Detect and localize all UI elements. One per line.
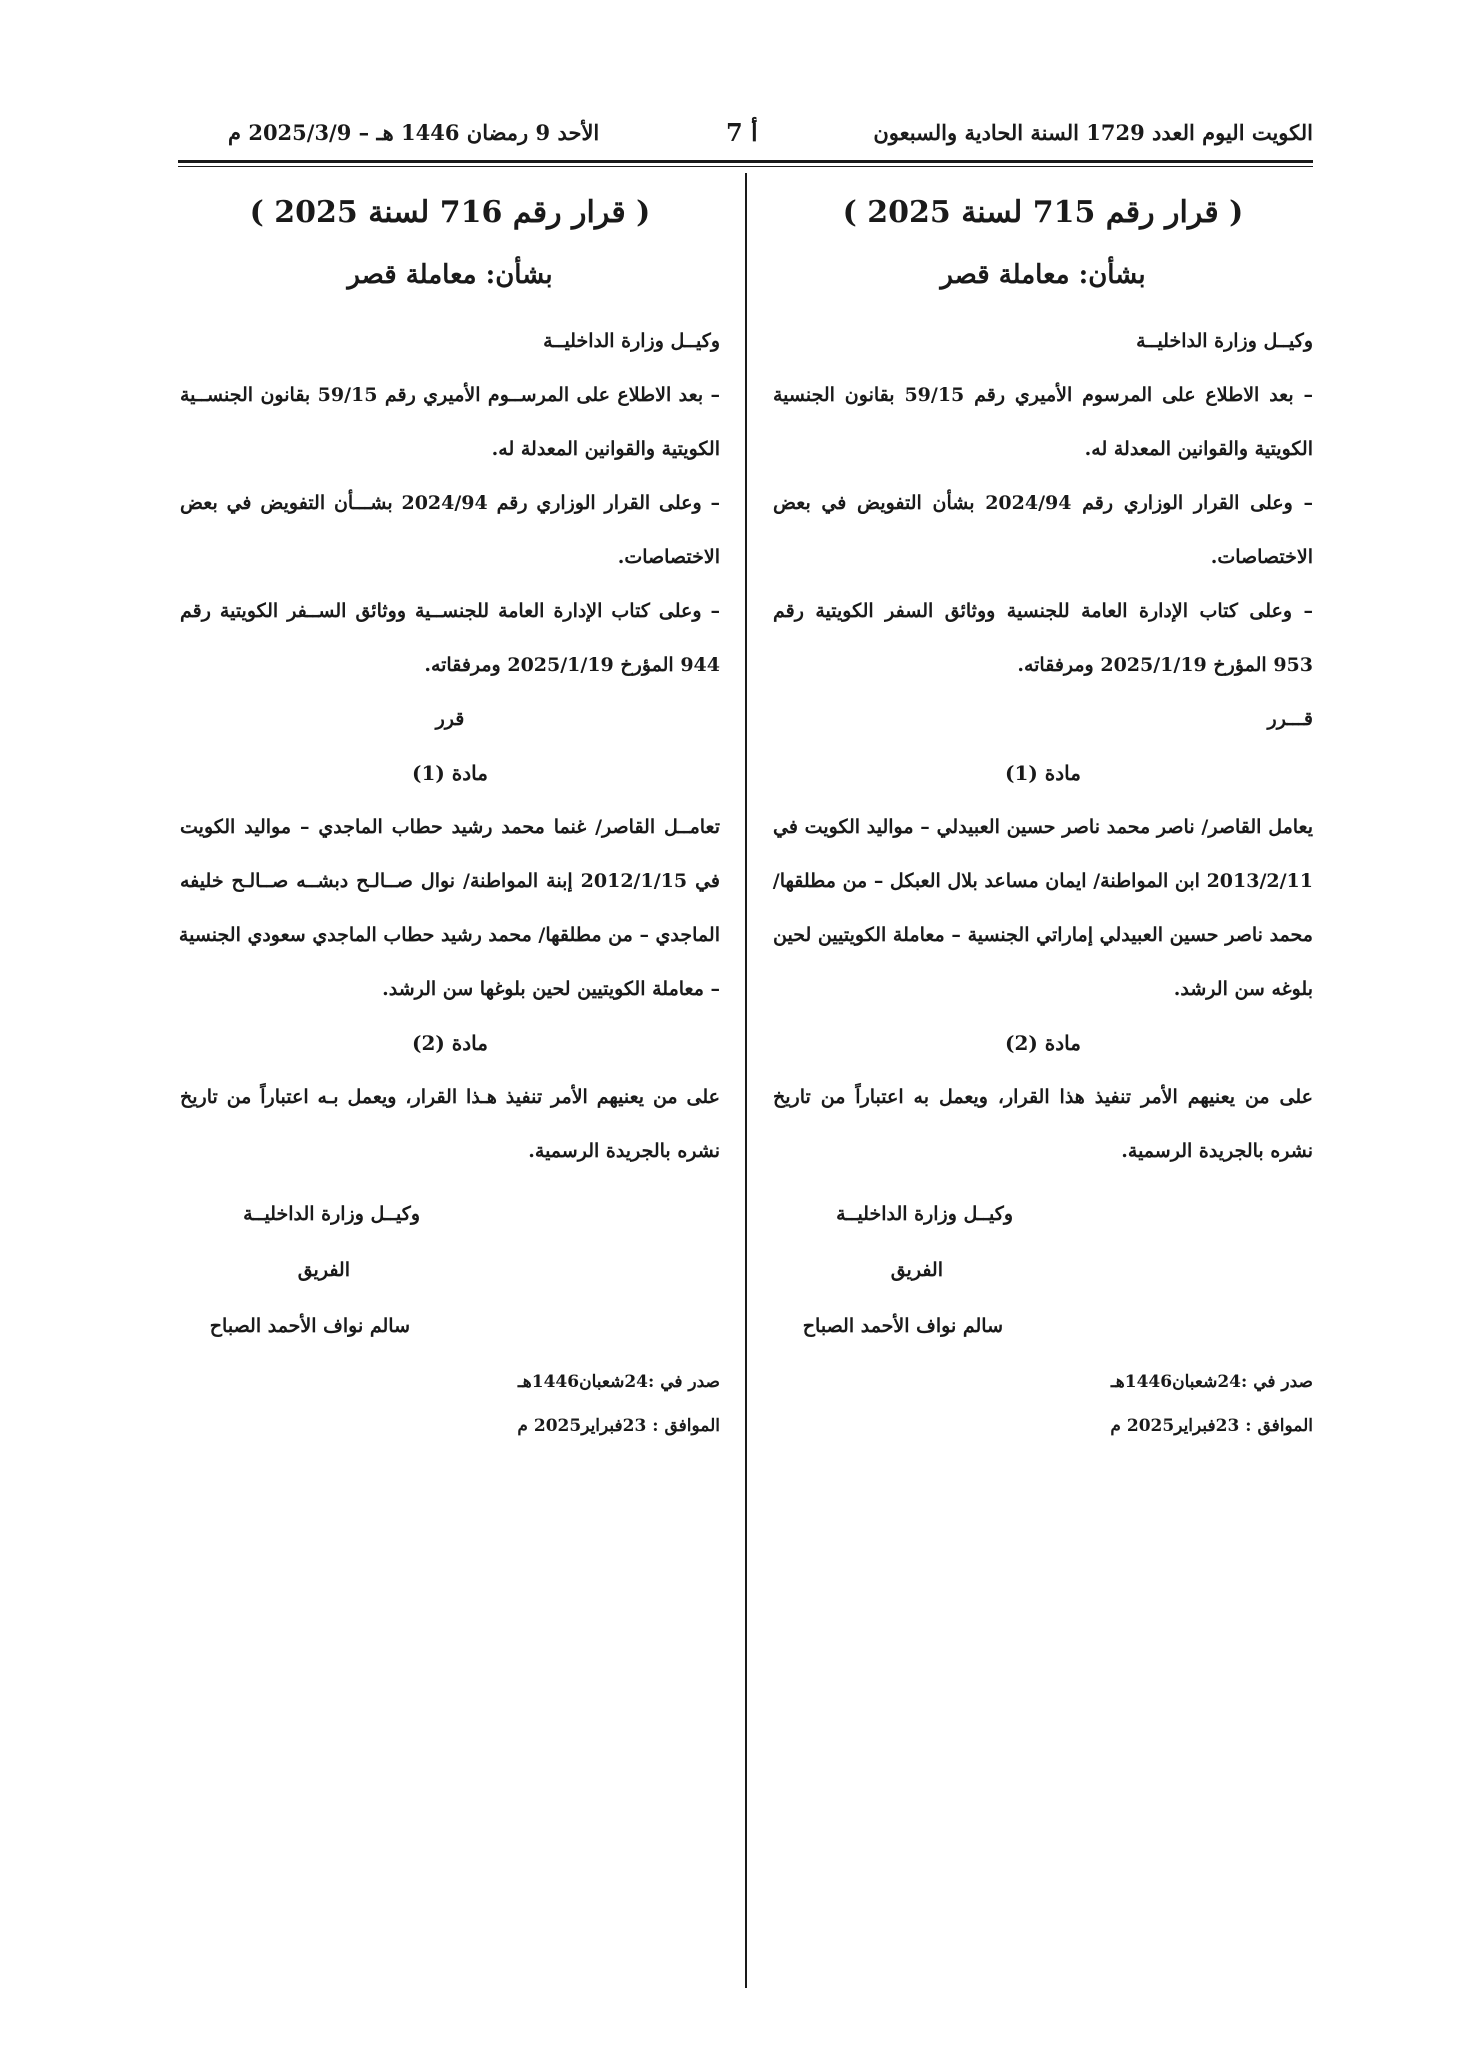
article-2-line: نشره بالجريدة الرسمية. <box>528 1140 720 1162</box>
signatory-title: وكيــل وزارة الداخليــة <box>836 1203 1013 1225</box>
article-2-heading: مادة (2) <box>411 1031 488 1055</box>
decision-715-column <box>773 180 1313 1448</box>
article-1-line: محمد ناصر حسين العبيدلي إماراتي الجنسية – معاملة الكويتيين لحين <box>773 924 1313 946</box>
corresponding-date: الموافق : 23فبراير2025 م <box>517 1416 720 1436</box>
signatory-rank: الفريق <box>890 1259 943 1281</box>
article-2-line: على من يعنيهم الأمر تنفيذ هـذا القرار، ويعمل بـه اعتباراً من تاريخ <box>180 1086 720 1108</box>
article-1-line: 2013/2/11 ابن المواطنة/ ايمان مساعد بلال العبكل – من مطلقها/ <box>772 870 1313 892</box>
signature-block <box>773 1186 1313 1354</box>
decision-title: ( قرار رقم 715 لسنة 2025 ) <box>842 195 1244 230</box>
header-rule-thin <box>178 166 1313 167</box>
decision-subject: بشأن: معاملة قصر <box>347 260 553 290</box>
article-1-line: بلوغه سن الرشد. <box>1173 978 1313 1000</box>
header-rule-thick <box>178 160 1313 163</box>
signature-block <box>180 1186 720 1354</box>
article-1-line: في 2012/1/15 إبنة المواطنة/ نوال صــالـح دبشــه صــالـح خليفه <box>180 870 720 892</box>
signatory-name: سالم نواف الأحمد الصباح <box>802 1315 1003 1337</box>
article-2-heading: مادة (2) <box>1004 1031 1081 1055</box>
article-1-heading: مادة (1) <box>411 761 488 785</box>
issuing-authority: وكيــل وزارة الداخليــة <box>1136 330 1313 352</box>
article-2-line: نشره بالجريدة الرسمية. <box>1121 1140 1313 1162</box>
corresponding-date: الموافق : 23فبراير2025 م <box>1110 1416 1313 1436</box>
page-number: أ 7 <box>726 118 758 147</box>
issuing-authority: وكيــل وزارة الداخليــة <box>543 330 720 352</box>
preamble-line: الاختصاصات. <box>1210 546 1313 568</box>
preamble-line: 944 المؤرخ 2025/1/19 ومرفقاته. <box>424 654 720 676</box>
decree-heading: قرر <box>435 708 465 730</box>
header-date: الأحد 9 رمضان 1446 هـ – 2025/3/9 م <box>228 120 600 145</box>
column-divider <box>745 173 747 1988</box>
decision-title: ( قرار رقم 716 لسنة 2025 ) <box>249 195 651 230</box>
signatory-name: سالم نواف الأحمد الصباح <box>209 1315 410 1337</box>
article-1-line: تعامــل القاصر/ غنما محمد رشيد حطاب الماجدي – مواليد الكويت <box>180 816 720 838</box>
issue-dates <box>773 1360 1313 1448</box>
article-1-line: – معاملة الكويتيين لحين بلوغها سن الرشد. <box>382 978 720 1000</box>
decree-heading: قـــرر <box>1267 708 1313 730</box>
preamble-line: 953 المؤرخ 2025/1/19 ومرفقاته. <box>1017 654 1313 676</box>
preamble-line: – بعد الاطلاع على المرسوم الأميري رقم 59/15 بقانون الجنسية <box>773 384 1313 406</box>
gazette-issue-info: الكويت اليوم العدد 1729 السنة الحادية والسبعون <box>873 120 1313 145</box>
article-1-line: الماجدي – من مطلقها/ محمد رشيد حطاب الماجدي سعودي الجنسية <box>178 924 720 946</box>
signatory-title: وكيــل وزارة الداخليــة <box>243 1203 420 1225</box>
decision-subject: بشأن: معاملة قصر <box>940 260 1146 290</box>
preamble-line: – وعلى القرار الوزاري رقم 2024/94 بشـــأن التفويض في بعض <box>180 492 720 514</box>
page-header <box>178 118 1313 158</box>
preamble-line: الكويتية والقوانين المعدلة له. <box>1084 438 1313 460</box>
preamble-line: الكويتية والقوانين المعدلة له. <box>491 438 720 460</box>
preamble-line: الاختصاصات. <box>617 546 720 568</box>
signatory-rank: الفريق <box>297 1259 350 1281</box>
preamble-line: – وعلى كتاب الإدارة العامة للجنسية ووثائق السفر الكويتية رقم <box>773 600 1313 622</box>
preamble-line: – بعد الاطلاع على المرســوم الأميري رقم 59/15 بقانون الجنســية <box>180 384 721 406</box>
issued-date: صدر في :24شعبان1446هـ <box>517 1372 720 1392</box>
article-2-line: على من يعنيهم الأمر تنفيذ هذا القرار، ويعمل به اعتباراً من تاريخ <box>773 1086 1313 1108</box>
article-1-line: يعامل القاصر/ ناصر محمد ناصر حسين العبيدلي – مواليد الكويت في <box>773 816 1313 838</box>
decision-716-column <box>180 180 720 1448</box>
issued-date: صدر في :24شعبان1446هـ <box>1110 1372 1313 1392</box>
issue-dates <box>180 1360 720 1448</box>
preamble-line: – وعلى كتاب الإدارة العامة للجنســية ووثائق الســفر الكويتية رقم <box>180 600 720 622</box>
preamble-line: – وعلى القرار الوزاري رقم 2024/94 بشأن التفويض في بعض <box>773 492 1313 514</box>
article-1-heading: مادة (1) <box>1004 761 1081 785</box>
